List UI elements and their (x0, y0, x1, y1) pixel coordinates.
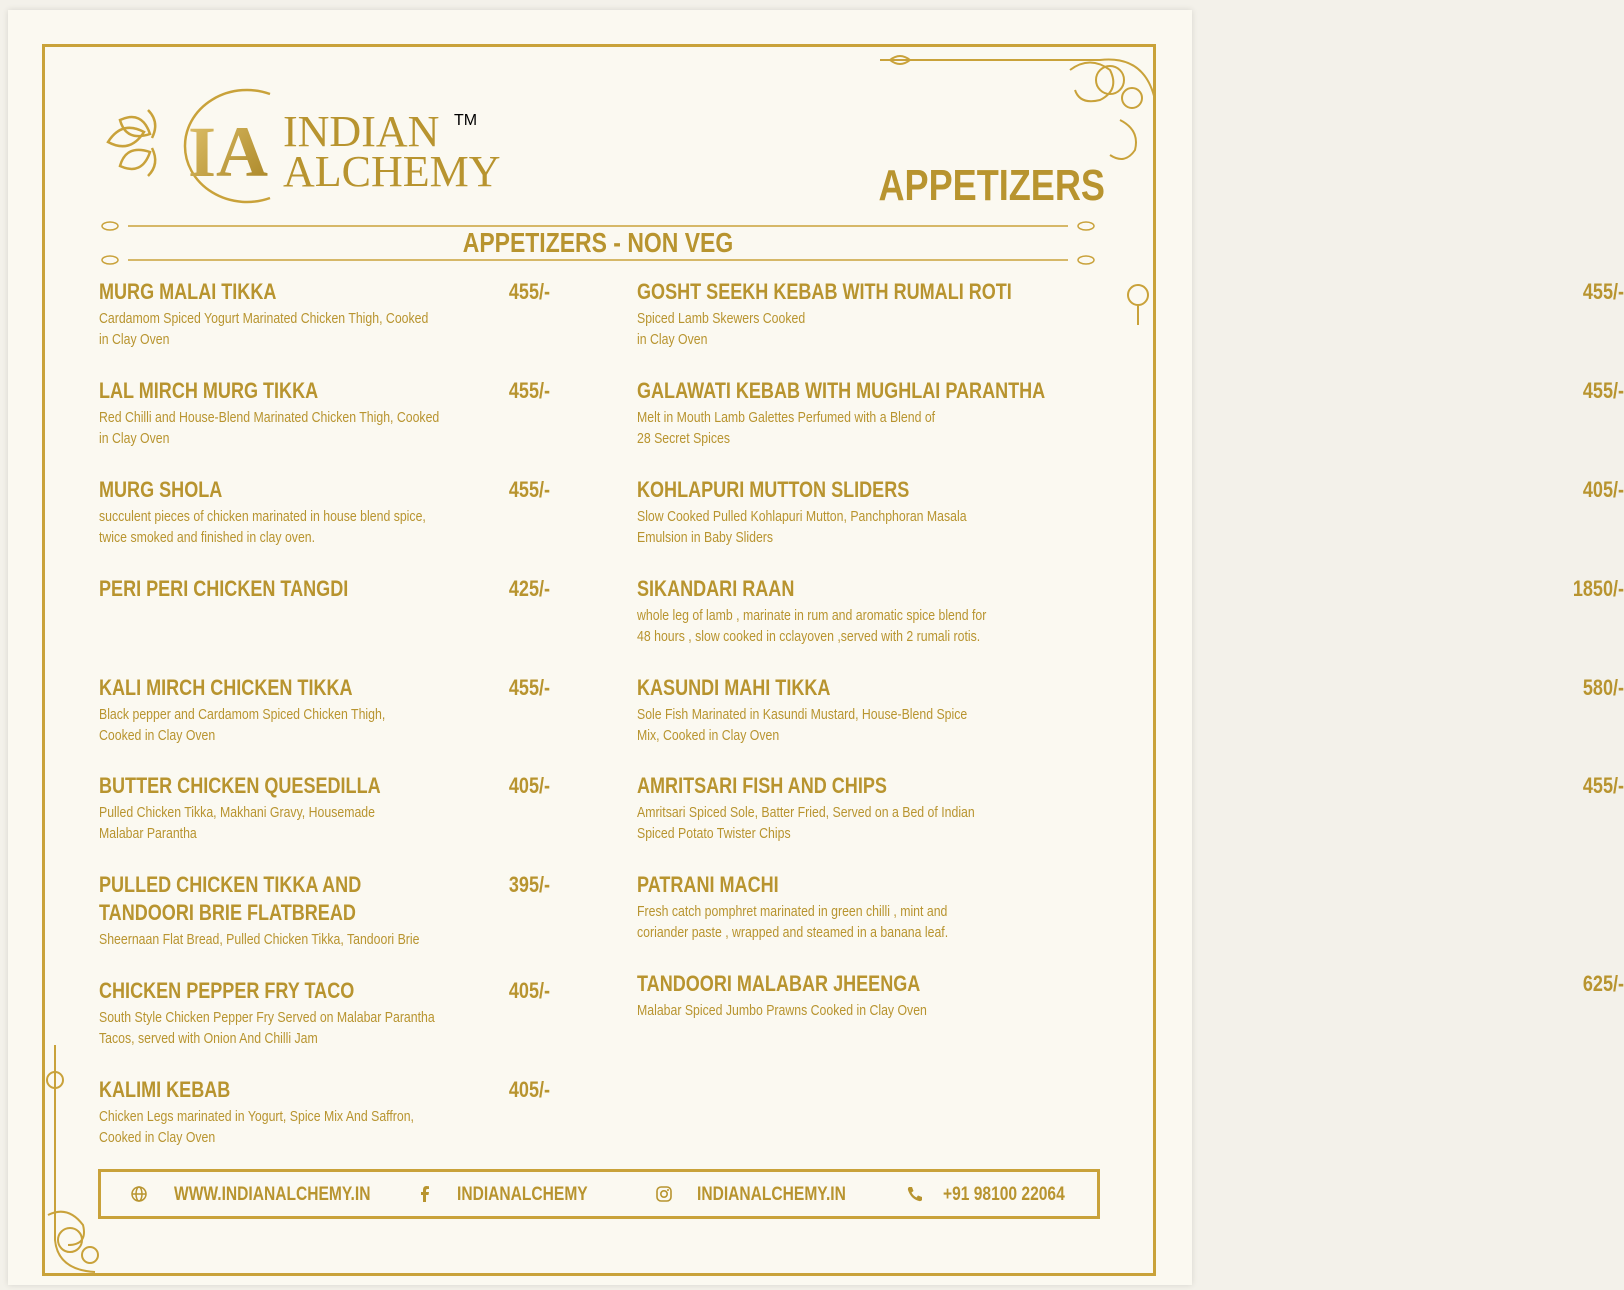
item-price: 405/- (1582, 477, 1624, 502)
menu-item (99, 871, 569, 950)
item-name: KASUNDI MAHI TIKKA (637, 675, 831, 700)
lotus-logo-icon (100, 80, 290, 210)
phone-icon (905, 1184, 925, 1204)
facebook-icon (415, 1184, 435, 1204)
item-description: Amritsari Spiced Sole, Batter Fried, Served on a Bed of Indian Spiced Potato Twister Chips (637, 804, 975, 842)
menu-item (99, 278, 569, 350)
item-description: Chicken Legs marinated in Yogurt, Spice Mix And Saffron, Cooked in Clay Oven (99, 1108, 414, 1146)
item-name: LAL MIRCH MURG TIKKA (99, 378, 319, 403)
instagram-icon (654, 1184, 674, 1204)
item-description: Pulled Chicken Tikka, Makhani Gravy, Housemade Malabar Parantha (99, 804, 375, 842)
item-description: Black pepper and Cardamom Spiced Chicken Thigh, Cooked in Clay Oven (99, 706, 386, 744)
item-price: 405/- (508, 773, 550, 798)
monogram-text: IA (188, 112, 269, 192)
item-name: PATRANI MACHI (637, 872, 779, 897)
brand-name-line2: ALCHEMY (283, 147, 501, 196)
item-name: CHICKEN PEPPER FRY TACO (99, 978, 355, 1003)
item-name-line2: TANDOORI BRIE FLATBREAD (99, 900, 356, 925)
item-name: KALIMI KEBAB (99, 1077, 231, 1102)
page-title: APPETIZERS (878, 161, 1105, 210)
item-description: Cardamom Spiced Yogurt Marinated Chicken Thigh, Cooked in Clay Oven (99, 310, 429, 348)
item-price: 455/- (1582, 378, 1624, 403)
item-name: SIKANDARI RAAN (637, 576, 795, 601)
item-price: 455/- (508, 477, 550, 502)
item-price: 395/- (508, 872, 550, 897)
section-title: APPETIZERS - NON VEG (462, 227, 734, 258)
item-price: 455/- (508, 378, 550, 403)
menu-item (637, 970, 1624, 1021)
item-name: PULLED CHICKEN TIKKA AND (99, 872, 362, 897)
menu-item (99, 575, 569, 605)
item-description: Fresh catch pomphret marinated in green chilli , mint and coriander paste , wrapped and steamed in a banana leaf. (637, 903, 949, 941)
item-price: 455/- (1582, 279, 1624, 304)
divider-bottom (98, 254, 1098, 266)
item-description: Spiced Lamb Skewers Cooked in Clay Oven (637, 310, 806, 348)
item-name: MURG MALAI TIKKA (99, 279, 277, 304)
menu-item (637, 476, 1624, 548)
menu-item (99, 1076, 569, 1148)
item-description: succulent pieces of chicken marinated in house blend spice, twice smoked and finished in clay oven. (99, 508, 426, 546)
item-name: BUTTER CHICKEN QUESEDILLA (99, 773, 381, 798)
facebook-link[interactable]: INDIANALCHEMY (457, 1184, 588, 1205)
menu-item (637, 278, 1624, 350)
item-description: Red Chilli and House-Blend Marinated Chicken Thigh, Cooked in Clay Oven (99, 409, 440, 447)
item-description: Sole Fish Marinated in Kasundi Mustard, House-Blend Spice Mix, Cooked in Clay Oven (637, 706, 968, 744)
item-description: South Style Chicken Pepper Fry Served on Malabar Parantha Tacos, served with Onion And Chilli Jam (99, 1009, 435, 1047)
item-name: MURG SHOLA (99, 477, 223, 502)
globe-icon (129, 1184, 149, 1204)
item-price: 580/- (1582, 675, 1624, 700)
item-price: 625/- (1582, 971, 1624, 996)
item-description: whole leg of lamb , marinate in rum and aromatic spice blend for 48 hours , slow cooked in cclayoven ,served with 2 rumali rotis. (637, 607, 987, 645)
trademark-mark: TM (454, 112, 478, 129)
item-name: GOSHT SEEKH KEBAB WITH RUMALI ROTI (637, 279, 1012, 304)
brand-name-line1: INDIAN (283, 107, 440, 156)
item-price: 455/- (508, 279, 550, 304)
menu-item (637, 575, 1624, 647)
menu-item (637, 377, 1624, 449)
item-name: TANDOORI MALABAR JHEENGA (637, 971, 921, 996)
menu-item (637, 772, 1624, 844)
item-name: PERI PERI CHICKEN TANGDI (99, 576, 349, 601)
item-name: KOHLAPURI MUTTON SLIDERS (637, 477, 910, 502)
website-link[interactable]: WWW.INDIANALCHEMY.IN (174, 1184, 371, 1205)
item-name: GALAWATI KEBAB WITH MUGHLAI PARANTHA (637, 378, 1046, 403)
menu-item (637, 871, 1107, 943)
menu-item (99, 476, 569, 548)
item-price: 455/- (1582, 773, 1624, 798)
instagram-link[interactable]: INDIANALCHEMY.IN (697, 1184, 846, 1205)
item-price: 455/- (508, 675, 550, 700)
phone-link[interactable]: +91 98100 22064 (943, 1184, 1065, 1205)
item-price: 405/- (508, 978, 550, 1003)
item-description: Slow Cooked Pulled Kohlapuri Mutton, Panchphoran Masala Emulsion in Baby Sliders (637, 508, 967, 546)
item-price: 405/- (508, 1077, 550, 1102)
item-name: KALI MIRCH CHICKEN TIKKA (99, 675, 353, 700)
item-price: 1850/- (1572, 576, 1624, 601)
menu-item (99, 377, 569, 449)
item-description: Sheernaan Flat Bread, Pulled Chicken Tikka, Tandoori Brie (99, 931, 420, 948)
item-description: Malabar Spiced Jumbo Prawns Cooked in Clay Oven (637, 1002, 927, 1019)
item-price: 425/- (508, 576, 550, 601)
menu-item (99, 674, 569, 746)
menu-item (637, 674, 1624, 746)
item-description: Melt in Mouth Lamb Galettes Perfumed with a Blend of 28 Secret Spices (637, 409, 936, 447)
menu-item (99, 772, 569, 844)
menu-item (99, 977, 569, 1049)
item-name: AMRITSARI FISH AND CHIPS (637, 773, 887, 798)
